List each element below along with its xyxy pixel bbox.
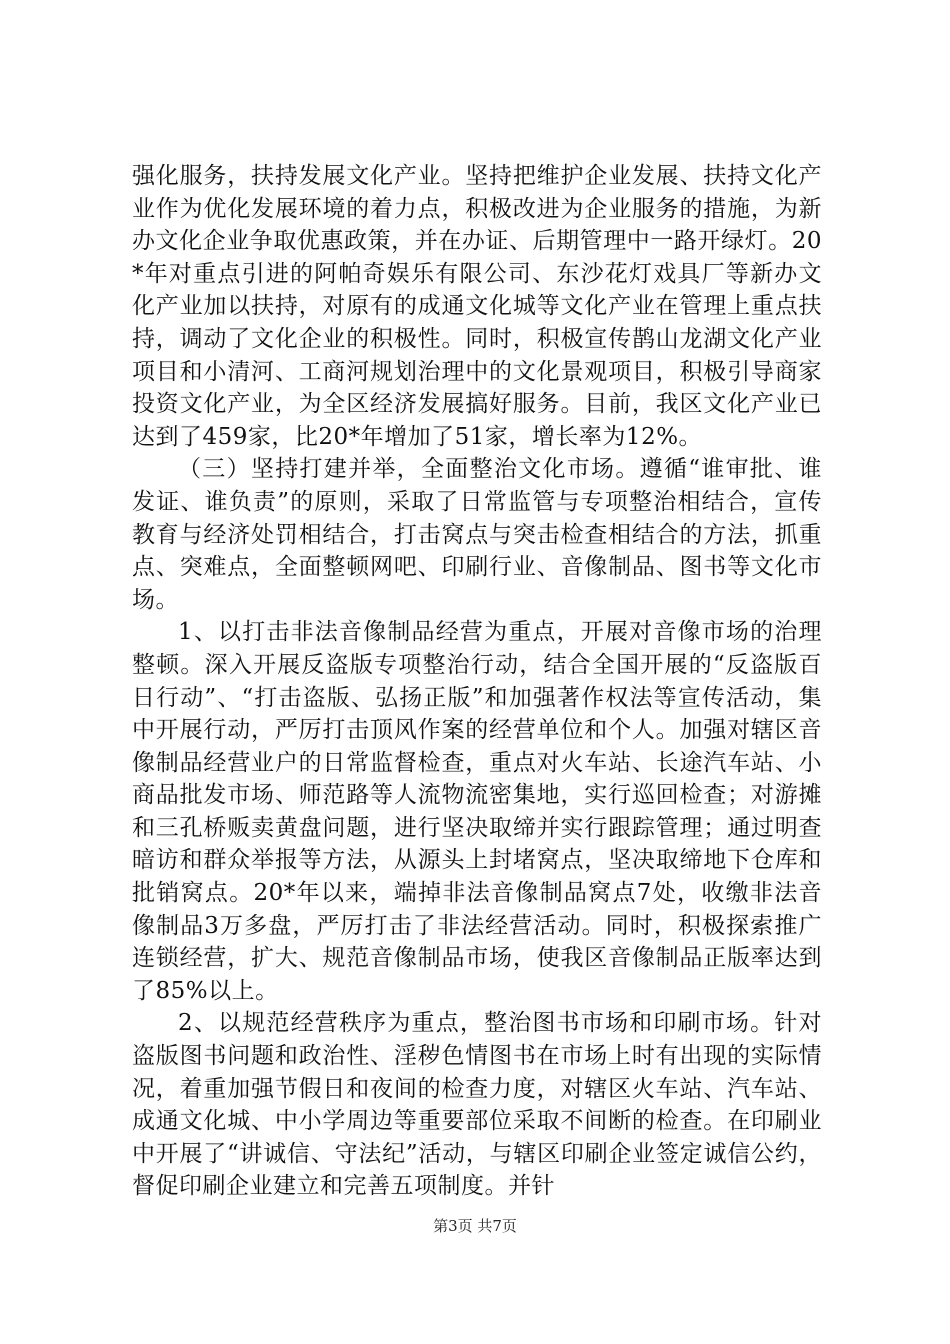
page-footer: 第3页 共7页 [433, 1217, 517, 1235]
paragraph-audio-video-market: 1、以打击非法音像制品经营为重点，开展对音像市场的治理整顿。深入开展反盗版专项整治行动，结合全国开展的“反盗版百日行动”、“打击盗版、弘扬正版”和加强著作权法等宣传活动，集中开展行动，严厉打击顶风作案的经营单位和个人。加强对辖区音像制品经营业户的日常监督检查，重点对火车站、长途汽车站、小商品批发市场、师范路等人流物流密集地，实行巡回检查；对游摊和三孔桥贩卖黄盘问题，进行坚决取缔并实行跟踪管理；通过明查暗访和群众举报等方法，从源头上封堵窝点，坚决取缔地下仓库和批销窝点。20*年以来，端掉非法音像制品窝点7处，收缴非法音像制品3万多盘，严厉打击了非法经营活动。同时，积极探索推广连锁经营，扩大、规范音像制品市场，使我区音像制品正版率达到了85%以上。 [132, 619, 822, 1004]
document-body [132, 160, 822, 1203]
paragraph-book-printing-market: 2、以规范经营秩序为重点，整治图书市场和印刷市场。针对盗版图书问题和政治性、淫秽色情图书在市场上时有出现的实际情况，着重加强节假日和夜间的检查力度，对辖区火车站、汽车站、成通文化城、中小学周边等重要部位采取不间断的检查。在印刷业中开展了“讲诚信、守法纪”活动，与辖区印刷企业签定诚信公约，督促印刷企业建立和完善五项制度。并针 [132, 1010, 822, 1200]
paragraph-culture-industry: 强化服务，扶持发展文化产业。坚持把维护企业发展、扶持文化产业作为优化发展环境的着力点，积极改进为企业服务的措施，为新办文化企业争取优惠政策，并在办证、后期管理中一路开绿灯。20*年对重点引进的阿帕奇娱乐有限公司、东沙花灯戏具厂等新办文化产业加以扶持，对原有的成通文化城等文化产业在管理上重点扶持，调动了文化企业的积极性。同时，积极宣传鹊山龙湖文化产业项目和小清河、工商河规划治理中的文化景观项目，积极引导商家投资文化产业，为全区经济发展搞好服务。目前，我区文化产业已达到了459家，比20*年增加了51家，增长率为12%。 [132, 163, 822, 450]
paragraph-market-rectification: （三）坚持打建并举，全面整治文化市场。遵循“谁审批、谁发证、谁负责”的原则，采取了日常监管与专项整治相结合，宣传教育与经济处罚相结合，打击窝点与突击检查相结合的方法，抓重点、突难点，全面整顿网吧、印刷行业、音像制品、图书等文化市场。 [132, 456, 822, 613]
